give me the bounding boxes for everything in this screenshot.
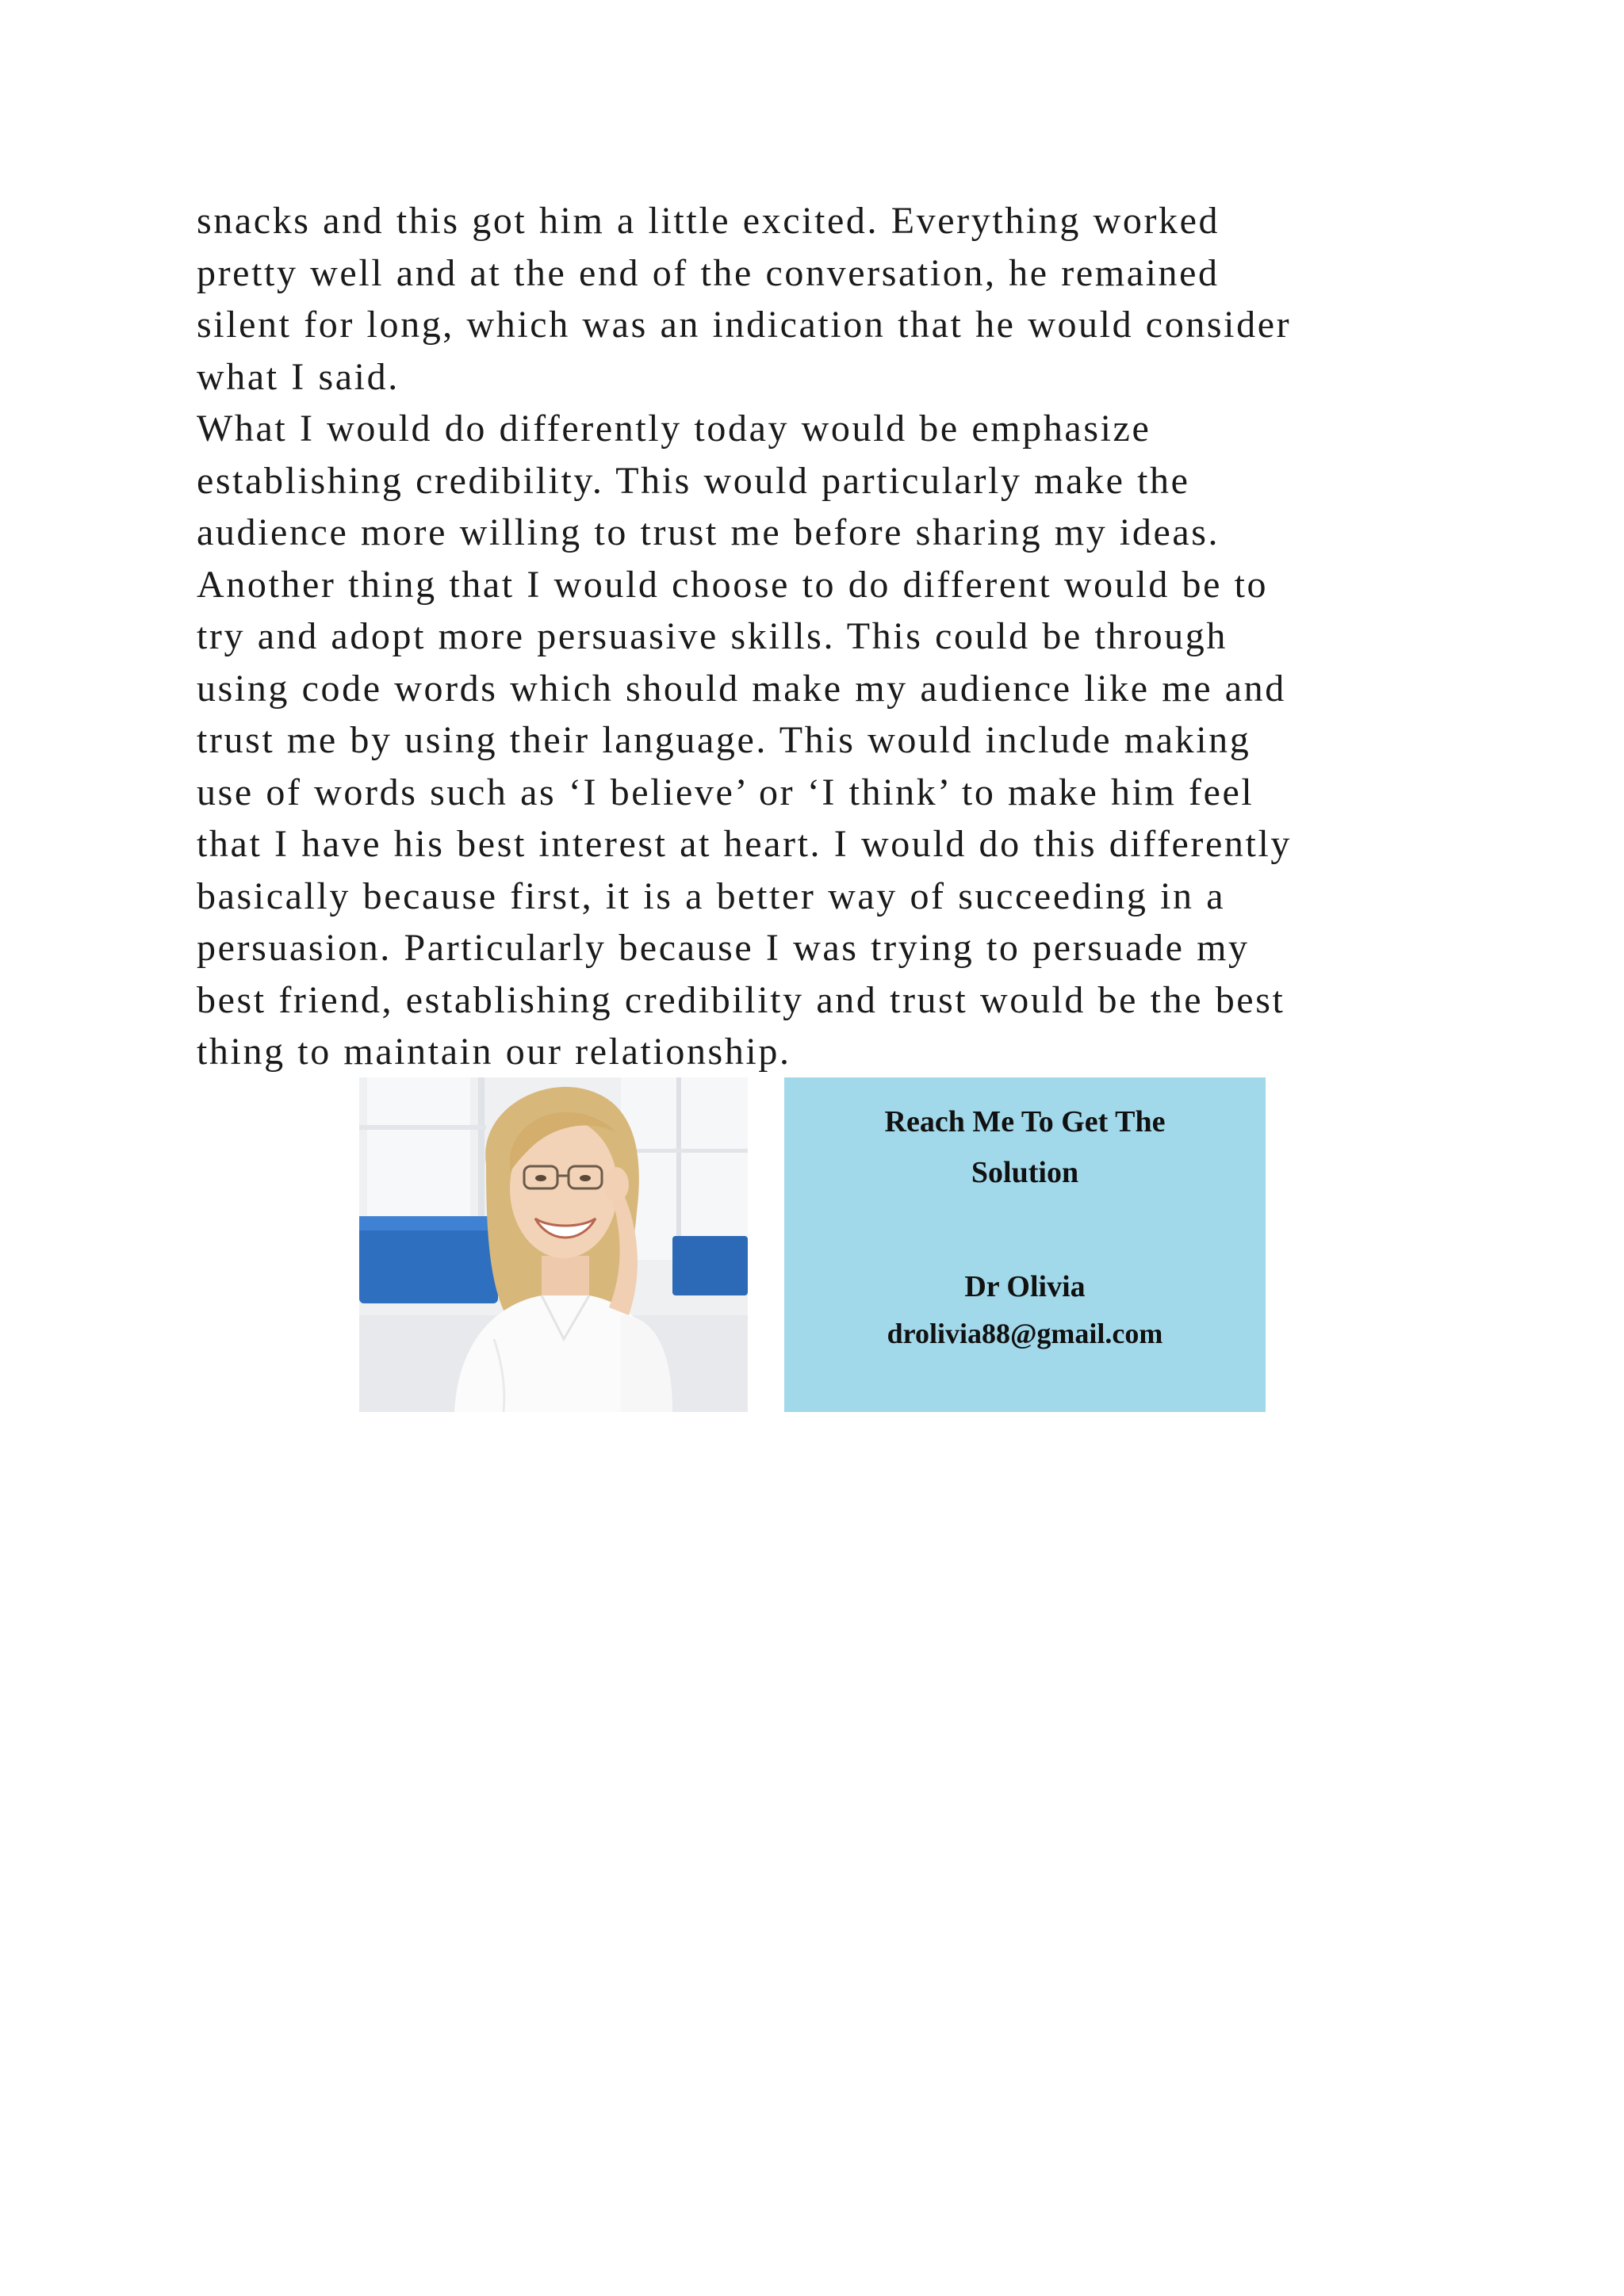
woman-photo [359, 1077, 748, 1412]
contact-name: Dr Olivia [964, 1270, 1086, 1303]
text-line: try and adopt more persuasive skills. This could be through [197, 615, 1228, 657]
contact-info-panel [784, 1077, 1266, 1412]
body-text [197, 195, 1434, 1078]
woman-illustration [359, 1077, 748, 1412]
text-line: persuasion. Particularly because I was trying to persuade my [197, 927, 1250, 969]
text-line: trust me by using their language. This would include making [197, 719, 1251, 761]
text-line: audience more willing to trust me before sharing my ideas. [197, 511, 1220, 553]
banner-divider [748, 1077, 784, 1412]
text-line: thing to maintain our relationship. [197, 1031, 791, 1073]
text-line: pretty well and at the end of the conversation, he remained [197, 251, 1220, 294]
text-line: Another thing that I would choose to do different would be to [197, 563, 1269, 606]
text-line: best friend, establishing credibility and trust would be the best [197, 978, 1285, 1021]
text-line: snacks and this got him a little excited. Everything worked [197, 200, 1220, 242]
text-line: basically because first, it is a better way of succeeding in a [197, 874, 1226, 917]
text-line: using code words which should make my audience like me and [197, 667, 1286, 710]
text-line: use of words such as ‘I believe’ or ‘I think’ to make him feel [197, 771, 1254, 813]
text-line: establishing credibility. This would particularly make the [197, 459, 1190, 502]
cta-line-1: Reach Me To Get The [884, 1105, 1166, 1138]
text-line: What I would do differently today would be emphasize [197, 408, 1151, 450]
text-line: silent for long, which was an indication that he would consider [197, 304, 1292, 346]
contact-email: drolivia88@gmail.com [887, 1318, 1163, 1349]
cta-line-2: Solution [971, 1156, 1079, 1189]
text-line: what I said. [197, 355, 400, 398]
contact-banner [359, 1077, 1266, 1412]
text-line: that I have his best interest at heart. I would do this differently [197, 823, 1292, 865]
